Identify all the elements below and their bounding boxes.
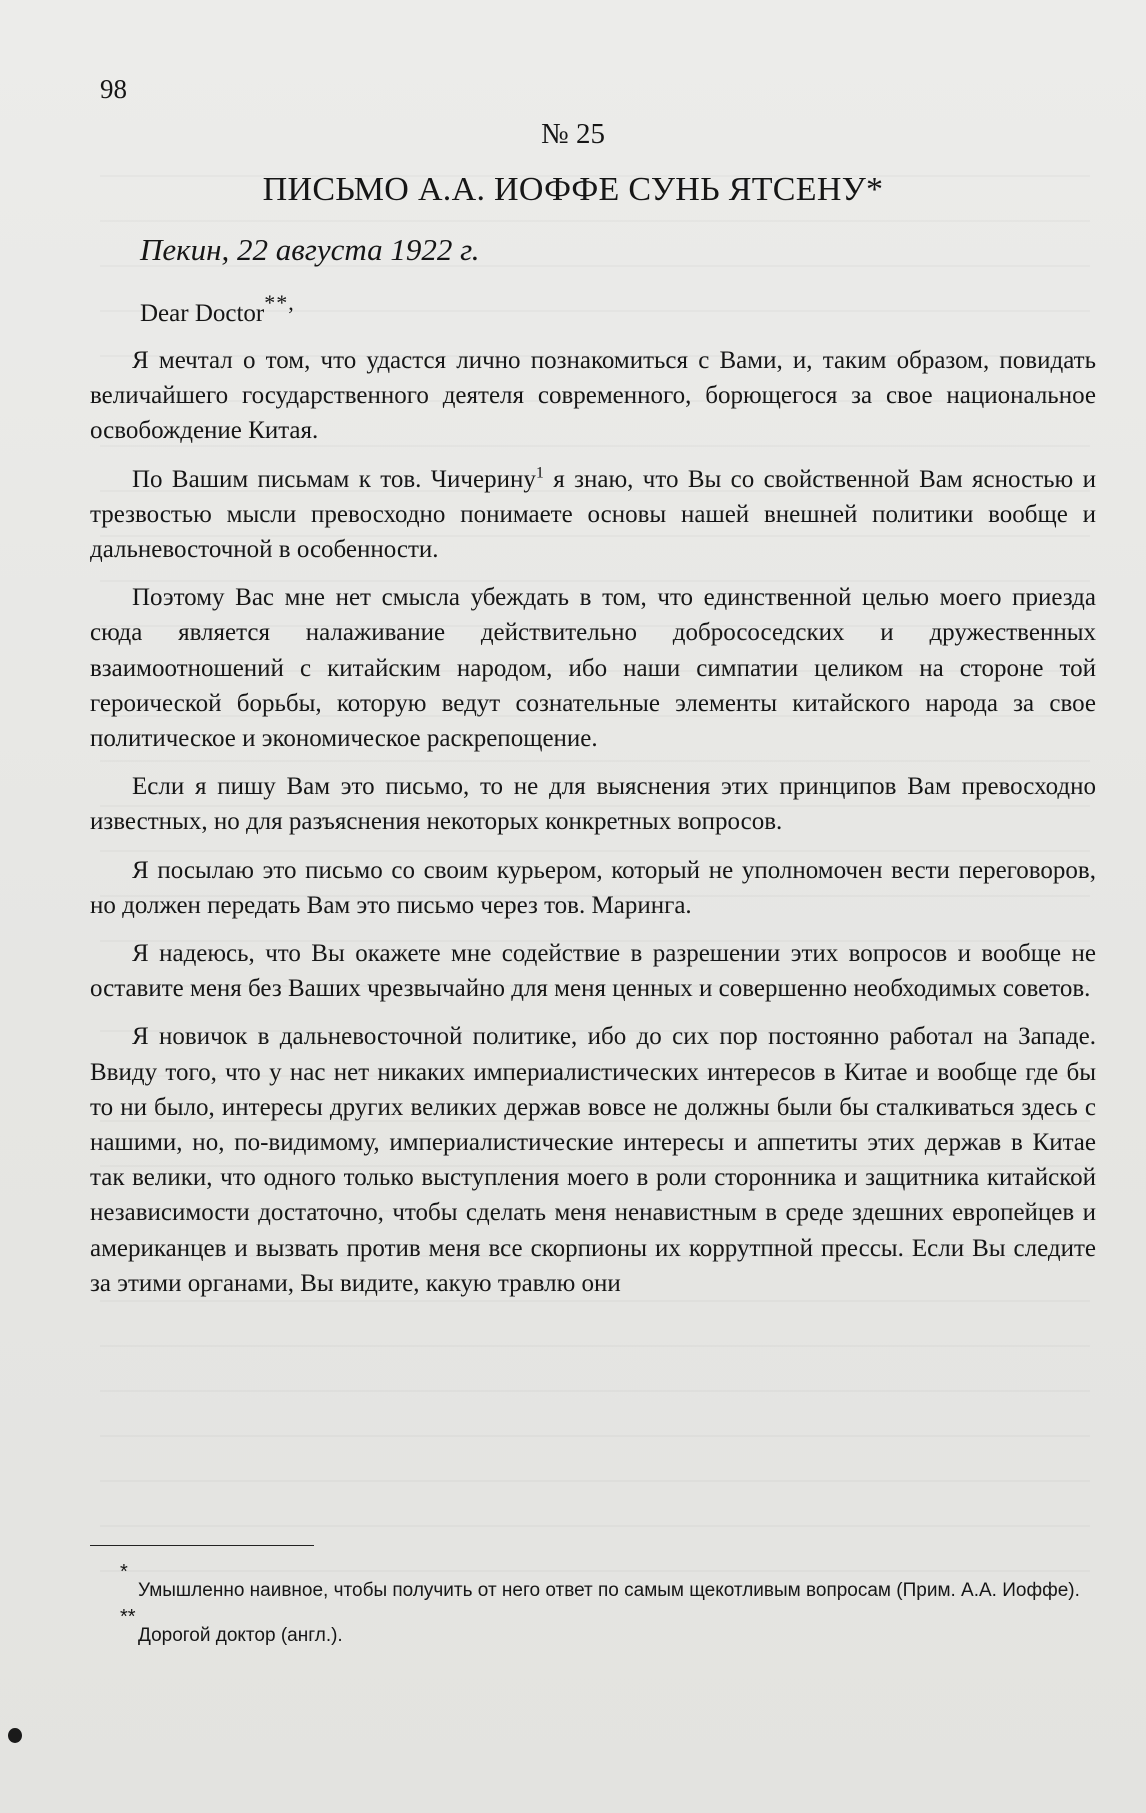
endnote-mark-1: 1 — [535, 464, 544, 482]
footnote-1-text: Умышленно наивное, чтобы получить от него ответ по самым щекотливым вопросам (Прим. А.А. Иоффе). — [138, 1580, 1080, 1601]
footnotes — [90, 1561, 1096, 1655]
page-number: 98 — [100, 74, 127, 104]
paragraph-4: Если я пишу Вам это письмо, то не для выяснения этих принципов Вам превосходно известных, но для разъяснения некоторых конкретных вопросов. — [90, 773, 1096, 836]
paragraph-3: Поэтому Вас мне нет смысла убеждать в том, что единственной целью моего приезда сюда является налаживание действительно добрососедских и дружественных взаимоотношений с китайским народом, ибо наши симпатии целиком на стороне той героической борьбы, которую ведут сознательные элементы китайского народа за свое политическое и экономическое раскрепощение. — [90, 584, 1096, 753]
footnote-1-mark: * — [120, 1561, 128, 1583]
ink-spot — [8, 1728, 22, 1743]
document-title: ПИСЬМО А.А. ИОФФЕ СУНЬ ЯТСЕНУ* — [262, 171, 884, 208]
document-number: № 25 — [541, 118, 605, 150]
paragraph-2-end: я знаю, что Вы со свойственной Вам ясностью и трезвостью мысли превосходно понимаете основы нашей внешней политики вообще и дальневосточной в особенности. — [90, 465, 1096, 564]
footnote-divider — [90, 1545, 314, 1546]
footnote-2-text: Дорогой доктор (англ.). — [138, 1625, 343, 1646]
paragraph-6: Я надеюсь, что Вы окажете мне содействие в разрешении этих вопросов и вообще не оставите меня без Ваших чрезвычайно для меня ценных и совершенно необходимых советов. — [90, 940, 1096, 1003]
salutation-text: Dear Doctor — [140, 300, 265, 327]
paragraph-7: Я новичок в дальневосточной политике, ибо до сих пор постоянно работал на Западе. Ввиду того, что у нас нет никаких империалистических интересов в Китае и вообще где бы то ни было, интересы других великих держав вовсе не должны были бы сталкиваться здесь с нашими, но, по-видимому, империалистические интересы и аппетиты этих держав в Китае так велики, что одного только выступления моего в роли сторонника и защитника китайской независимости достаточно, чтобы сделать меня ненавистным в среде здешних европейцев и американцев и вызвать против меня все скорпионы их коррутпной прессы. Если Вы следите за этими органами, Вы видите, какую травлю они — [90, 1023, 1096, 1297]
footnote-2-mark: ** — [120, 1606, 136, 1628]
footnote-1 — [90, 1561, 1096, 1604]
place-and-date: Пекин, 22 августа 1922 г. — [140, 232, 480, 267]
salutation-footnote-mark: **, — [264, 290, 295, 315]
salutation — [140, 292, 295, 326]
letter-body — [90, 343, 1096, 1314]
paragraph-2-start: По Вашим письмам к тов. Чичерину — [132, 465, 536, 493]
footnote-2 — [90, 1606, 1096, 1649]
paragraph-2 — [90, 462, 1096, 568]
paragraph-1: Я мечтал о том, что удастся лично познакомиться с Вами, и, таким образом, повидать величайшего государственного деятеля современного, борющегося за свое национальное освобождение Китая. — [90, 347, 1096, 445]
paragraph-5: Я посылаю это письмо со своим курьером, который не уполномочен вести переговоров, но должен передать Вам это письмо через тов. Маринга. — [90, 856, 1096, 919]
